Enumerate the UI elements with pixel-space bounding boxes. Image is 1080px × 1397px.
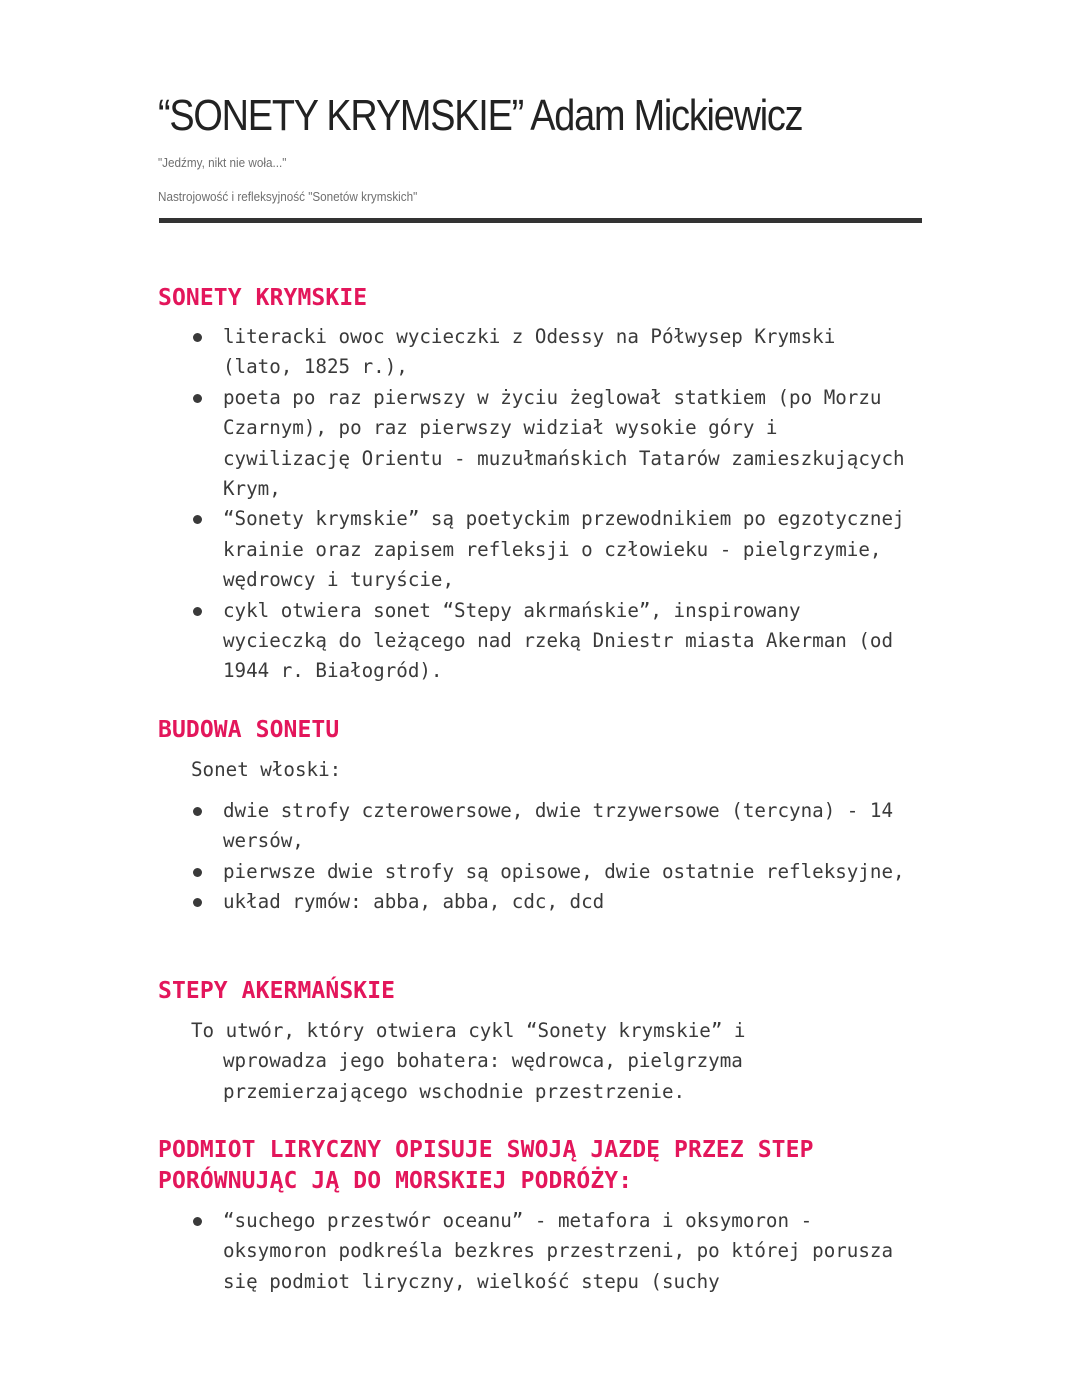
document-title: “SONETY KRYMSKIE” Adam Mickiewicz — [158, 91, 803, 140]
list-item-text: cykl otwiera sonet “Stepy akrmańskie”, inspirowany wycieczką do leżącego nad rzeką Dniestr miasta Akerman (od 1944 r. Białogród). — [223, 598, 894, 683]
document-subtitle-topic: Nastrojowość i refleksyjność "Sonetów krymskich" — [158, 189, 418, 204]
list-item — [190, 504, 916, 595]
budowa-sonetu-list — [190, 796, 908, 918]
list-item-text: literacki owoc wycieczki z Odessy na Półwysep Krymski (lato, 1825 r.), — [223, 325, 836, 379]
bullet-icon — [193, 333, 202, 342]
list-item — [190, 1206, 916, 1297]
list-item-text: dwie strofy czterowersowe, dwie trzywersowe (tercyna) - 14 wersów, — [223, 799, 894, 853]
list-item — [190, 796, 908, 857]
section-heading-budowa-sonetu: BUDOWA SONETU — [158, 717, 340, 743]
list-item — [190, 596, 916, 687]
section-heading-podmiot-liryczny: PODMIOT LIRYCZNY OPISUJE SWOJĄ JAZDĘ PRZEZ STEP PORÓWNUJĄC JĄ DO MORSKIEJ PODRÓŻY: — [158, 1137, 814, 1194]
budowa-intro-text: Sonet włoski: — [191, 758, 342, 781]
list-item-text: “Sonety krymskie” są poetyckim przewodnikiem po egzotycznej krainie oraz zapisem refleksji o człowieku - pielgrzymie, wędrowcy i turyście, — [223, 507, 905, 592]
bullet-icon — [193, 1217, 202, 1226]
list-item-text: poeta po raz pierwszy w życiu żeglował statkiem (po Morzu Czarnym), po raz pierwszy widział wysokie góry i cywilizację Orientu - muzułmańskich Tatarów zamieszkujących Krym, — [223, 385, 905, 501]
bullet-icon — [193, 868, 202, 877]
bullet-icon — [193, 515, 202, 524]
title-divider — [159, 218, 922, 223]
section-heading-sonety-krymskie: SONETY KRYMSKIE — [158, 285, 368, 311]
bullet-icon — [193, 607, 202, 616]
stepy-paragraph: To utwór, który otwiera cykl “Sonety krymskie” i wprowadza jego bohatera: wędrowca, pielgrzyma przemierzającego wschodnie przestrzenie. — [191, 1019, 746, 1103]
bullet-icon — [193, 394, 202, 403]
bullet-icon — [193, 807, 202, 816]
list-item — [190, 887, 908, 917]
list-item — [190, 383, 916, 505]
document-subtitle-quote: "Jedźmy, nikt nie woła..." — [158, 155, 287, 170]
podmiot-liryczny-list — [190, 1206, 916, 1297]
list-item — [190, 857, 908, 887]
sonety-krymskie-list — [190, 322, 916, 687]
list-item-text: układ rymów: abba, abba, cdc, dcd — [223, 890, 605, 914]
list-item-text: “suchego przestwór oceanu” - metafora i oksymoron - oksymoron podkreśla bezkres przestrzeni, po której porusza się podmiot liryczny, wielkość stepu (suchy — [223, 1209, 894, 1293]
section-heading-stepy-akermanskie: STEPY AKERMAŃSKIE — [158, 978, 396, 1004]
list-item — [190, 322, 916, 383]
list-item-text: pierwsze dwie strofy są opisowe, dwie ostatnie refleksyjne, — [223, 859, 905, 883]
bullet-icon — [193, 898, 202, 907]
